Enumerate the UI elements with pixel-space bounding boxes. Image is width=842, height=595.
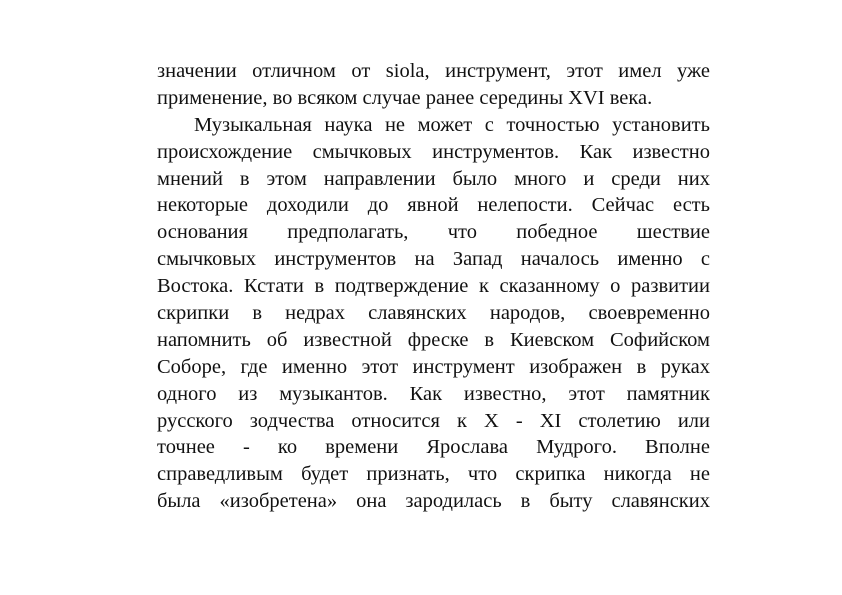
text-line: справедливым будет признать, что скрипка никогда не	[157, 463, 710, 486]
body-text	[157, 58, 710, 515]
text-line: русского зодчества относится к Х - XI столетию или	[157, 409, 710, 432]
text-line: скрипки в недрах славянских народов, своевременно	[157, 302, 710, 325]
text-line: происхождение смычковых инструментов. Как известно	[157, 140, 710, 163]
text-line: основания предполагать, что победное шествие	[157, 221, 710, 244]
text-line: некоторые доходили до явной нелепости. Сейчас есть	[157, 194, 710, 217]
text-line: смычковых инструментов на Запад началось именно с	[157, 248, 710, 271]
text-line: мнений в этом направлении было много и среди них	[157, 167, 710, 190]
text-line: точнее - ко времени Ярослава Мудрого. Вполне	[157, 436, 710, 459]
text-line: Востока. Кстати в подтверждение к сказанному о развитии	[157, 275, 710, 298]
text-line: одного из музыкантов. Как известно, этот памятник	[157, 382, 710, 405]
text-line: значении отличном от siola, инструмент, этот имел уже	[157, 60, 710, 82]
paragraph-first-line: Музыкальная наука не может с точностью установить	[194, 113, 710, 136]
text-line: напомнить об известной фреске в Киевском Софийском	[157, 328, 710, 351]
text-line: применение, во всяком случае ранее середины XVI века.	[157, 86, 653, 109]
text-line: была «изобретена» она зародилась в быту славянских	[157, 490, 710, 513]
text-line: Соборе, где именно этот инструмент изображен в руках	[157, 355, 710, 378]
